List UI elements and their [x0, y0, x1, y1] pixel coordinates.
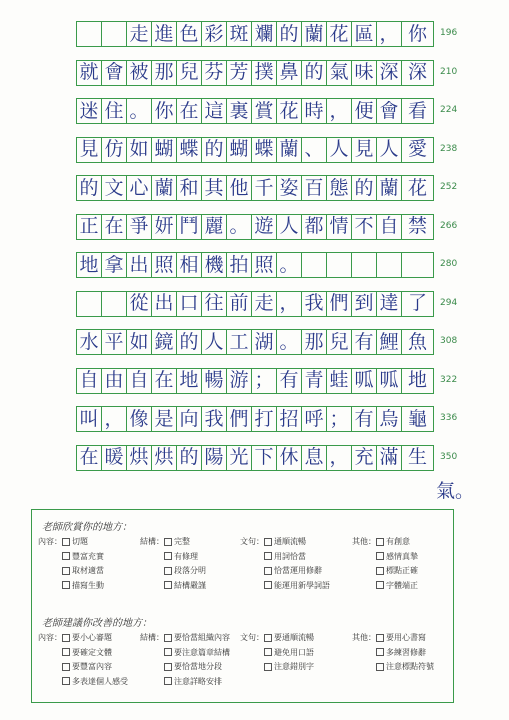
- grid-cell: 地: [401, 368, 434, 394]
- grid-cell: 人: [376, 137, 401, 163]
- grid-cell: 湖: [251, 329, 276, 355]
- grid-row: [76, 368, 434, 394]
- grid-cell: 鏡: [151, 329, 176, 355]
- grid-cell: 住: [101, 98, 126, 124]
- grid-cell: 兒: [176, 60, 201, 86]
- feedback-option-label: 有條理: [174, 551, 198, 561]
- grid-cell: 如: [126, 137, 151, 163]
- grid-cell: ，: [326, 98, 351, 124]
- checkbox[interactable]: [264, 581, 272, 589]
- feedback-option-label: 要通順流暢: [274, 633, 314, 642]
- grid-row: [76, 252, 434, 278]
- grid-row: [76, 329, 434, 355]
- grid-cell: ；: [251, 368, 276, 394]
- feedback-option: [264, 632, 314, 643]
- checkbox[interactable]: [164, 581, 172, 589]
- feedback-option: [264, 647, 314, 658]
- checkbox[interactable]: [62, 581, 70, 589]
- grid-cell: 。: [276, 329, 301, 355]
- feedback-option: [164, 661, 222, 672]
- grid-cell: 滿: [376, 445, 401, 471]
- grid-cell: 陽: [201, 445, 226, 471]
- feedback-category-label: 結構：: [140, 633, 164, 642]
- grid-cell: 花: [276, 98, 301, 124]
- grid-cell: 在: [101, 214, 126, 240]
- grid-cell: 正: [76, 214, 101, 240]
- feedback-option: [376, 580, 418, 591]
- checkbox[interactable]: [62, 677, 70, 685]
- checkbox[interactable]: [62, 648, 70, 656]
- grid-cell: 那: [151, 60, 176, 86]
- feedback-option: [164, 536, 190, 547]
- grid-cell: [351, 252, 376, 278]
- feedback-option: [62, 647, 112, 658]
- grid-cell: 到: [351, 291, 376, 317]
- grid-cell: 光: [226, 445, 251, 471]
- grid-cell: 那: [301, 329, 326, 355]
- char-count: 266: [440, 220, 458, 231]
- feedback-box: [31, 509, 454, 703]
- checkbox[interactable]: [376, 634, 384, 642]
- checkbox[interactable]: [62, 634, 70, 642]
- grid-cell: 氣: [326, 60, 351, 86]
- feedback-option-label: 切題: [72, 537, 88, 546]
- grid-cell: 暖: [101, 445, 126, 471]
- grid-cell: 鼻: [276, 60, 301, 86]
- grid-cell: 。: [226, 214, 251, 240]
- grid-cell: 生: [401, 445, 434, 471]
- checkbox[interactable]: [164, 677, 172, 685]
- grid-cell: 龜: [401, 406, 434, 432]
- grid-cell: 有: [276, 368, 301, 394]
- grid-cell: 你: [151, 98, 176, 124]
- grid-cell: 的: [351, 175, 376, 201]
- char-count: 350: [440, 451, 458, 462]
- checkbox[interactable]: [164, 567, 172, 575]
- feedback-option-label: 多表達個人感受: [72, 676, 128, 686]
- feedback-option: [62, 632, 112, 643]
- checkbox[interactable]: [264, 538, 272, 546]
- grid-cell: 游: [226, 368, 251, 394]
- feedback-option-label: 豐富充實: [72, 551, 104, 561]
- checkbox[interactable]: [62, 552, 70, 560]
- feedback-category-label: 其他：: [352, 537, 376, 546]
- feedback-option: [164, 565, 206, 576]
- feedback-option-label: 通順流暢: [274, 537, 306, 546]
- grid-cell: 自: [376, 214, 401, 240]
- grid-cell: 深: [401, 60, 434, 86]
- feedback-option: [264, 536, 306, 547]
- grid-cell: 心: [126, 175, 151, 201]
- grid-cell: 呼: [301, 406, 326, 432]
- grid-cell: 芳: [226, 60, 251, 86]
- grid-cell: 其: [201, 175, 226, 201]
- grid-cell: 休: [276, 445, 301, 471]
- grid-cell: 有: [351, 329, 376, 355]
- grid-cell: 呱: [376, 368, 401, 394]
- grid-cell: 的: [76, 175, 101, 201]
- grid-cell: 情: [326, 214, 351, 240]
- checkbox[interactable]: [376, 663, 384, 671]
- grid-cell: 相: [176, 252, 201, 278]
- grid-cell: 魚: [401, 329, 434, 355]
- grid-cell: 斕: [251, 21, 276, 47]
- grid-cell: 青: [301, 368, 326, 394]
- grid-cell: 下: [251, 445, 276, 471]
- grid-cell: 充: [351, 445, 376, 471]
- feedback-option: [164, 647, 230, 658]
- grid-cell: 拿: [101, 252, 126, 278]
- feedback-option-label: 要小心審題: [72, 633, 112, 642]
- feedback-category-label: 內容：: [38, 633, 62, 642]
- char-count: 308: [440, 336, 458, 346]
- grid-cell: 自: [76, 368, 101, 394]
- grid-cell: 招: [276, 406, 301, 432]
- grid-row: [76, 214, 434, 240]
- grid-cell: 人: [201, 329, 226, 355]
- checkbox[interactable]: [164, 634, 172, 642]
- grid-cell: 是: [151, 406, 176, 432]
- grid-cell: 態: [326, 175, 351, 201]
- char-count: 210: [440, 66, 458, 77]
- feedback-option: [376, 551, 418, 562]
- feedback-option-label: 完整: [174, 537, 190, 546]
- grid-cell: [101, 21, 126, 47]
- feedback-option: [264, 580, 330, 591]
- grid-cell: 蝶: [251, 137, 276, 163]
- feedback-option-label: 要恰當組織內容: [174, 633, 230, 642]
- grid-row: [76, 137, 434, 163]
- grid-cell: 我: [301, 291, 326, 317]
- grid-cell: [101, 291, 126, 317]
- checkbox[interactable]: [376, 552, 384, 560]
- grid-cell: 。: [126, 98, 151, 124]
- checkbox[interactable]: [164, 538, 172, 546]
- grid-cell: 出: [151, 291, 176, 317]
- checkbox[interactable]: [164, 648, 172, 656]
- char-count: 280: [440, 259, 458, 269]
- grid-cell: 前: [226, 291, 251, 317]
- grid-cell: 味: [351, 60, 376, 86]
- grid-cell: 兒: [326, 329, 351, 355]
- grid-cell: [76, 21, 101, 47]
- grid-cell: 便: [351, 98, 376, 124]
- feedback-option-label: 要用心書寫: [386, 633, 426, 642]
- grid-cell: 叫: [76, 406, 101, 432]
- feedback-option-label: 用詞恰當: [274, 551, 306, 561]
- feedback-option: [164, 676, 222, 687]
- grid-cell: 賞: [251, 98, 276, 124]
- checkbox[interactable]: [376, 648, 384, 656]
- grid-cell: 麗: [201, 214, 226, 240]
- grid-cell: 你: [401, 21, 434, 47]
- grid-cell: 息: [301, 445, 326, 471]
- grid-row: [76, 21, 434, 47]
- grid-cell: 、: [301, 137, 326, 163]
- checkbox[interactable]: [62, 567, 70, 575]
- feedback-option-label: 要注意篇章結構: [174, 647, 230, 657]
- checkbox[interactable]: [264, 663, 272, 671]
- feedback-option: [164, 632, 230, 643]
- grid-cell: 鬥: [176, 214, 201, 240]
- grid-cell: 禁: [401, 214, 434, 240]
- grid-cell: 色: [176, 21, 201, 47]
- char-count: 196: [440, 28, 458, 38]
- grid-cell: 鯉: [376, 329, 401, 355]
- grid-row: [76, 445, 434, 471]
- grid-cell: 烘: [151, 445, 176, 471]
- feedback-category-label: 文句：: [240, 633, 264, 642]
- grid-cell: 們: [226, 406, 251, 432]
- grid-cell: 了: [401, 291, 434, 317]
- feedback-option: [62, 580, 104, 591]
- feedback-option: [376, 632, 426, 643]
- grid-cell: 被: [126, 60, 151, 86]
- grid-cell: 撲: [251, 60, 276, 86]
- grid-cell: 爭: [126, 214, 151, 240]
- feedback-category-label: 其他：: [352, 633, 376, 642]
- feedback-option-label: 段落分明: [174, 566, 206, 575]
- grid-cell: 這: [201, 98, 226, 124]
- grid-cell: 姿: [276, 175, 301, 201]
- grid-cell: 如: [126, 329, 151, 355]
- feedback-option: [376, 565, 418, 576]
- grid-cell: 。: [276, 252, 301, 278]
- grid-row: [76, 60, 434, 86]
- grid-cell: 走: [251, 291, 276, 317]
- feedback-option-label: 注意詳略安排: [174, 676, 222, 686]
- grid-cell: 自: [126, 368, 151, 394]
- grid-cell: 烘: [126, 445, 151, 471]
- grid-cell: 口: [176, 291, 201, 317]
- grid-cell: 達: [376, 291, 401, 317]
- praise-title: 老師欣賞你的地方：: [42, 522, 132, 533]
- grid-cell: 看: [401, 98, 434, 124]
- feedback-option: [264, 551, 306, 562]
- grid-cell: ，: [326, 445, 351, 471]
- grid-row: [76, 98, 434, 124]
- feedback-option-label: 要確定文體: [72, 647, 112, 657]
- grid-cell: 迷: [76, 98, 101, 124]
- grid-cell: 深: [376, 60, 401, 86]
- grid-cell: 會: [101, 60, 126, 86]
- grid-row: [76, 175, 434, 201]
- grid-cell: 文: [101, 175, 126, 201]
- grid-cell: 蘭: [276, 137, 301, 163]
- grid-cell: 暢: [201, 368, 226, 394]
- grid-cell: 愛: [401, 137, 434, 163]
- grid-cell: 往: [201, 291, 226, 317]
- grid-cell: [376, 252, 401, 278]
- feedback-option: [62, 536, 88, 547]
- grid-cell: 都: [301, 214, 326, 240]
- grid-cell: 走: [126, 21, 151, 47]
- grid-cell: 裏: [226, 98, 251, 124]
- grid-cell: 百: [301, 175, 326, 201]
- feedback-option: [376, 661, 434, 672]
- checkbox[interactable]: [264, 567, 272, 575]
- grid-cell: 不: [351, 214, 376, 240]
- grid-cell: 妍: [151, 214, 176, 240]
- grid-cell: [401, 252, 434, 278]
- improve-title: 老師建議你改善的地方：: [42, 618, 152, 629]
- grid-cell: 從: [126, 291, 151, 317]
- grid-cell: 的: [276, 21, 301, 47]
- checkbox[interactable]: [264, 634, 272, 642]
- grid-cell: 芬: [201, 60, 226, 86]
- grid-cell: 就: [76, 60, 101, 86]
- checkbox[interactable]: [264, 648, 272, 656]
- grid-cell: 地: [176, 368, 201, 394]
- grid-cell: 仿: [101, 137, 126, 163]
- feedback-option-label: 有創意: [386, 537, 410, 546]
- feedback-option-label: 要豐富內容: [72, 662, 112, 671]
- grid-cell: 地: [76, 252, 101, 278]
- grid-cell: 蝴: [226, 137, 251, 163]
- grid-cell: 人: [276, 214, 301, 240]
- checkbox[interactable]: [376, 581, 384, 589]
- grid-cell: 的: [176, 329, 201, 355]
- feedback-option: [264, 565, 322, 576]
- grid-cell: 蝶: [176, 137, 201, 163]
- feedback-option-label: 避免用口語: [274, 647, 314, 657]
- feedback-option-label: 注意標點符號: [386, 662, 434, 671]
- feedback-option: [62, 565, 104, 576]
- grid-cell: 花: [326, 21, 351, 47]
- feedback-option-label: 字體端正: [386, 580, 418, 590]
- grid-cell: 呱: [351, 368, 376, 394]
- grid-cell: 的: [176, 445, 201, 471]
- char-count: 238: [440, 143, 458, 154]
- feedback-option-label: 要恰當地分段: [174, 662, 222, 671]
- char-count: 224: [440, 105, 458, 115]
- feedback-category-label: 結構：: [140, 537, 164, 546]
- feedback-option: [62, 661, 112, 672]
- grid-cell: 們: [326, 291, 351, 317]
- grid-cell: 花: [401, 175, 434, 201]
- char-count: 322: [440, 374, 458, 385]
- checkbox[interactable]: [164, 663, 172, 671]
- feedback-option-label: 描寫生動: [72, 580, 104, 590]
- grid-cell: 像: [126, 406, 151, 432]
- checkbox[interactable]: [376, 538, 384, 546]
- grid-cell: 區: [351, 21, 376, 47]
- grid-cell: 見: [351, 137, 376, 163]
- grid-cell: ，: [276, 291, 301, 317]
- grid-cell: 水: [76, 329, 101, 355]
- feedback-option-label: 結構嚴謹: [174, 580, 206, 590]
- overflow-text: 氣。: [436, 480, 475, 502]
- grid-cell: 向: [176, 406, 201, 432]
- grid-cell: ；: [326, 406, 351, 432]
- grid-cell: 的: [201, 137, 226, 163]
- grid-cell: 的: [301, 60, 326, 86]
- grid-cell: 彩: [201, 21, 226, 47]
- char-count: 252: [440, 182, 458, 192]
- char-count: 294: [440, 297, 458, 308]
- feedback-option: [264, 661, 314, 672]
- checkbox[interactable]: [376, 567, 384, 575]
- grid-cell: [76, 291, 101, 317]
- grid-cell: 在: [176, 98, 201, 124]
- grid-cell: 由: [101, 368, 126, 394]
- grid-cell: 遊: [251, 214, 276, 240]
- grid-cell: 出: [126, 252, 151, 278]
- grid-row: [76, 291, 434, 317]
- grid-cell: 在: [76, 445, 101, 471]
- grid-cell: ，: [376, 21, 401, 47]
- checkbox[interactable]: [62, 538, 70, 546]
- grid-cell: 平: [101, 329, 126, 355]
- feedback-category-label: 內容：: [38, 537, 62, 546]
- grid-cell: 進: [151, 21, 176, 47]
- feedback-option-label: 注意錯別字: [274, 662, 314, 671]
- grid-cell: 蘭: [376, 175, 401, 201]
- feedback-option: [376, 647, 426, 658]
- grid-cell: 蝴: [151, 137, 176, 163]
- grid-cell: 照: [251, 252, 276, 278]
- feedback-option: [62, 551, 104, 562]
- grid-row: [76, 406, 434, 432]
- checkbox[interactable]: [264, 552, 272, 560]
- grid-cell: 拍: [226, 252, 251, 278]
- grid-cell: 見: [76, 137, 101, 163]
- checkbox[interactable]: [164, 552, 172, 560]
- grid-cell: 千: [251, 175, 276, 201]
- grid-cell: 在: [151, 368, 176, 394]
- grid-cell: 打: [251, 406, 276, 432]
- char-count: 336: [440, 413, 458, 423]
- feedback-option-label: 能運用新學詞語: [274, 580, 330, 590]
- feedback-option: [62, 676, 128, 687]
- grid-cell: 機: [201, 252, 226, 278]
- grid-cell: 人: [326, 137, 351, 163]
- feedback-option-label: 感情真摯: [386, 551, 418, 561]
- grid-cell: 我: [201, 406, 226, 432]
- grid-cell: 蘭: [151, 175, 176, 201]
- grid-cell: 工: [226, 329, 251, 355]
- feedback-option: [376, 536, 410, 547]
- feedback-option-label: 取材適當: [72, 566, 104, 575]
- grid-cell: 斑: [226, 21, 251, 47]
- grid-cell: 時: [301, 98, 326, 124]
- grid-cell: 蘭: [301, 21, 326, 47]
- feedback-option-label: 標點正確: [386, 566, 418, 575]
- checkbox[interactable]: [62, 663, 70, 671]
- feedback-option: [164, 580, 206, 591]
- grid-cell: 有: [351, 406, 376, 432]
- feedback-option-label: 恰當運用修辭: [274, 566, 322, 575]
- grid-cell: 蛙: [326, 368, 351, 394]
- grid-cell: 會: [376, 98, 401, 124]
- grid-cell: [326, 252, 351, 278]
- feedback-option-label: 多練習修辭: [386, 647, 426, 657]
- grid-cell: [301, 252, 326, 278]
- grid-cell: ，: [101, 406, 126, 432]
- grid-cell: 照: [151, 252, 176, 278]
- feedback-category-label: 文句：: [240, 537, 264, 546]
- grid-cell: 和: [176, 175, 201, 201]
- grid-cell: 他: [226, 175, 251, 201]
- feedback-option: [164, 551, 198, 562]
- grid-cell: 烏: [376, 406, 401, 432]
